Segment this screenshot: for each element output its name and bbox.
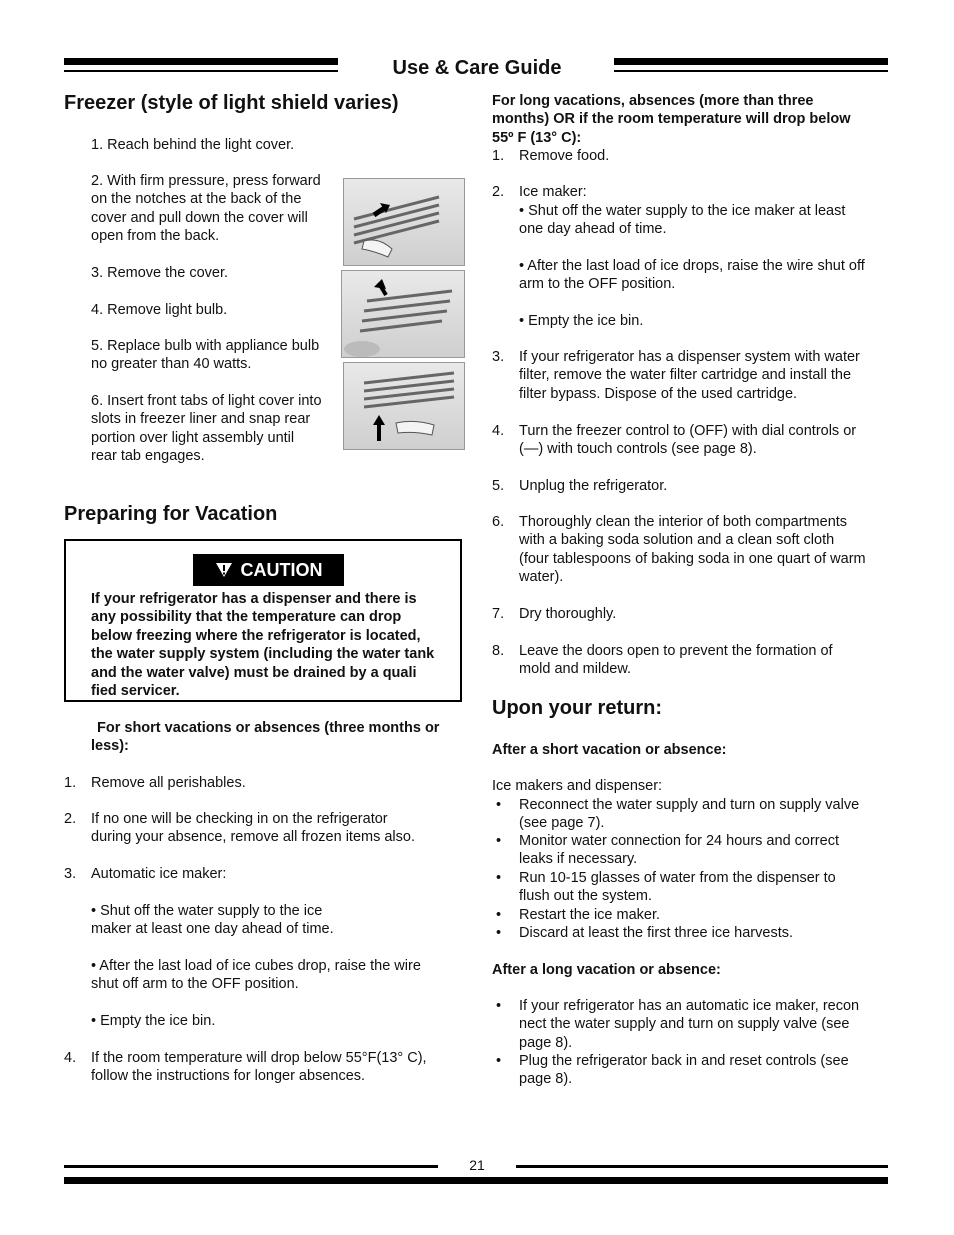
short-vacation-heading: For short vacations or absences (three months or less):	[91, 720, 440, 755]
return-heading: Upon your return:	[492, 697, 662, 719]
bullet: •	[496, 870, 502, 886]
light-cover-illustration-3	[343, 362, 465, 450]
long-item-1-number: 1.	[492, 148, 505, 164]
long-return-heading: After a long vacation or absence:	[492, 962, 721, 978]
long-item-2: Ice maker:	[519, 184, 587, 200]
long-return-bullet-1: If your refrigerator has an automatic ice maker, recon nect the water supply and turn on supply valve (see page 8).	[519, 998, 860, 1051]
short-ice-sub-2: • After the last load of ice cubes drop, raise the wire shut off arm to the OFF position.	[91, 958, 421, 993]
long-item-6-number: 6.	[492, 514, 505, 530]
long-item-5-number: 5.	[492, 478, 505, 494]
short-return-bullet-1: Reconnect the water supply and turn on supply valve (see page 7).	[519, 797, 860, 832]
short-return-bullet-5: Discard at least the first three ice harvests.	[519, 925, 793, 941]
long-ice-sub-1: • Shut off the water supply to the ice maker at least one day ahead of time.	[519, 203, 846, 238]
freezer-step-5: 5. Replace bulb with appliance bulb no greater than 40 watts.	[91, 338, 320, 373]
long-item-5: Unplug the refrigerator.	[519, 478, 668, 494]
footer-rule-thick	[64, 1177, 888, 1184]
vacation-heading: Preparing for Vacation	[64, 503, 278, 525]
bullet: •	[496, 925, 502, 941]
freezer-step-2: 2. With firm pressure, press forward on the notches at the back of the cover and pull down the cover will open from the back.	[91, 173, 321, 245]
short-item-4-number: 4.	[64, 1050, 77, 1066]
short-item-2: If no one will be checking in on the refrigerator during your absence, remove all frozen items also.	[91, 811, 415, 846]
long-item-1: Remove food.	[519, 148, 610, 164]
short-return-bullet-2: Monitor water connection for 24 hours and correct leaks if necessary.	[519, 833, 839, 868]
long-item-3: If your refrigerator has a dispenser system with water filter, remove the water filter cartridge and install the filter bypass. Dispose of the used cartridge.	[519, 349, 860, 402]
short-item-3-number: 3.	[64, 866, 77, 882]
bullet: •	[496, 1053, 502, 1069]
short-return-heading: After a short vacation or absence:	[492, 742, 727, 758]
long-item-7-number: 7.	[492, 606, 505, 622]
long-ice-sub-2: • After the last load of ice drops, raise the wire shut off arm to the OFF position.	[519, 258, 865, 293]
caution-label: CAUTION	[240, 559, 323, 580]
short-item-1: Remove all perishables.	[91, 775, 246, 791]
long-vacation-heading: For long vacations, absences (more than three months) OR if the room temperature will drop below 55º F (13° C):	[492, 93, 851, 146]
long-item-8: Leave the doors open to prevent the formation of mold and mildew.	[519, 643, 833, 678]
bullet: •	[496, 998, 502, 1014]
short-ice-sub-1: • Shut off the water supply to the ice maker at least one day ahead of time.	[91, 903, 334, 938]
short-ice-sub-3: • Empty the ice bin.	[91, 1013, 216, 1029]
short-item-3: Automatic ice maker:	[91, 866, 227, 882]
long-item-6: Thoroughly clean the interior of both compartments with a baking soda solution and a clean soft cloth (four tablespoons of baking soda in one quart of warm water).	[519, 514, 866, 586]
caution-badge	[193, 554, 344, 586]
warning-icon	[215, 562, 233, 578]
caution-text: If your refrigerator has a dispenser and there is any possibility that the temperature can drop below freezing where the refrigerator is located, the water supply system (including the water tank and the water valve) must be drained by a quali fied servicer.	[91, 591, 435, 700]
long-item-3-number: 3.	[492, 349, 505, 365]
short-item-4: If the room temperature will drop below 55°F(13° C), follow the instructions for longer absences.	[91, 1050, 427, 1085]
long-ice-sub-3: • Empty the ice bin.	[519, 313, 644, 329]
long-item-4: Turn the freezer control to (OFF) with dial controls or (—) with touch controls (see page 8).	[519, 423, 857, 458]
long-item-7: Dry thoroughly.	[519, 606, 617, 622]
short-item-1-number: 1.	[64, 775, 77, 791]
bullet: •	[496, 797, 502, 813]
page-title: Use & Care Guide	[392, 57, 562, 79]
short-item-2-number: 2.	[64, 811, 77, 827]
light-cover-illustration-1	[343, 178, 465, 266]
long-item-2-number: 2.	[492, 184, 505, 200]
page-number: 21	[469, 1157, 485, 1173]
freezer-heading: Freezer (style of light shield varies)	[64, 92, 399, 114]
bullet: •	[496, 907, 502, 923]
long-item-8-number: 8.	[492, 643, 505, 659]
light-cover-illustration-2	[341, 270, 465, 358]
short-return-bullet-3: Run 10-15 glasses of water from the dispenser to flush out the system.	[519, 870, 836, 905]
short-return-bullet-4: Restart the ice maker.	[519, 907, 661, 923]
freezer-step-3: 3. Remove the cover.	[91, 265, 229, 281]
bullet: •	[496, 833, 502, 849]
freezer-step-1: 1. Reach behind the light cover.	[91, 137, 295, 153]
freezer-step-4: 4. Remove light bulb.	[91, 302, 228, 318]
long-return-bullet-2: Plug the refrigerator back in and reset controls (see page 8).	[519, 1053, 849, 1088]
long-item-4-number: 4.	[492, 423, 505, 439]
freezer-step-6: 6. Insert front tabs of light cover into slots in freezer liner and snap rear portion over light assembly until rear tab engages.	[91, 393, 322, 465]
ice-makers-label: Ice makers and dispenser:	[492, 778, 663, 794]
